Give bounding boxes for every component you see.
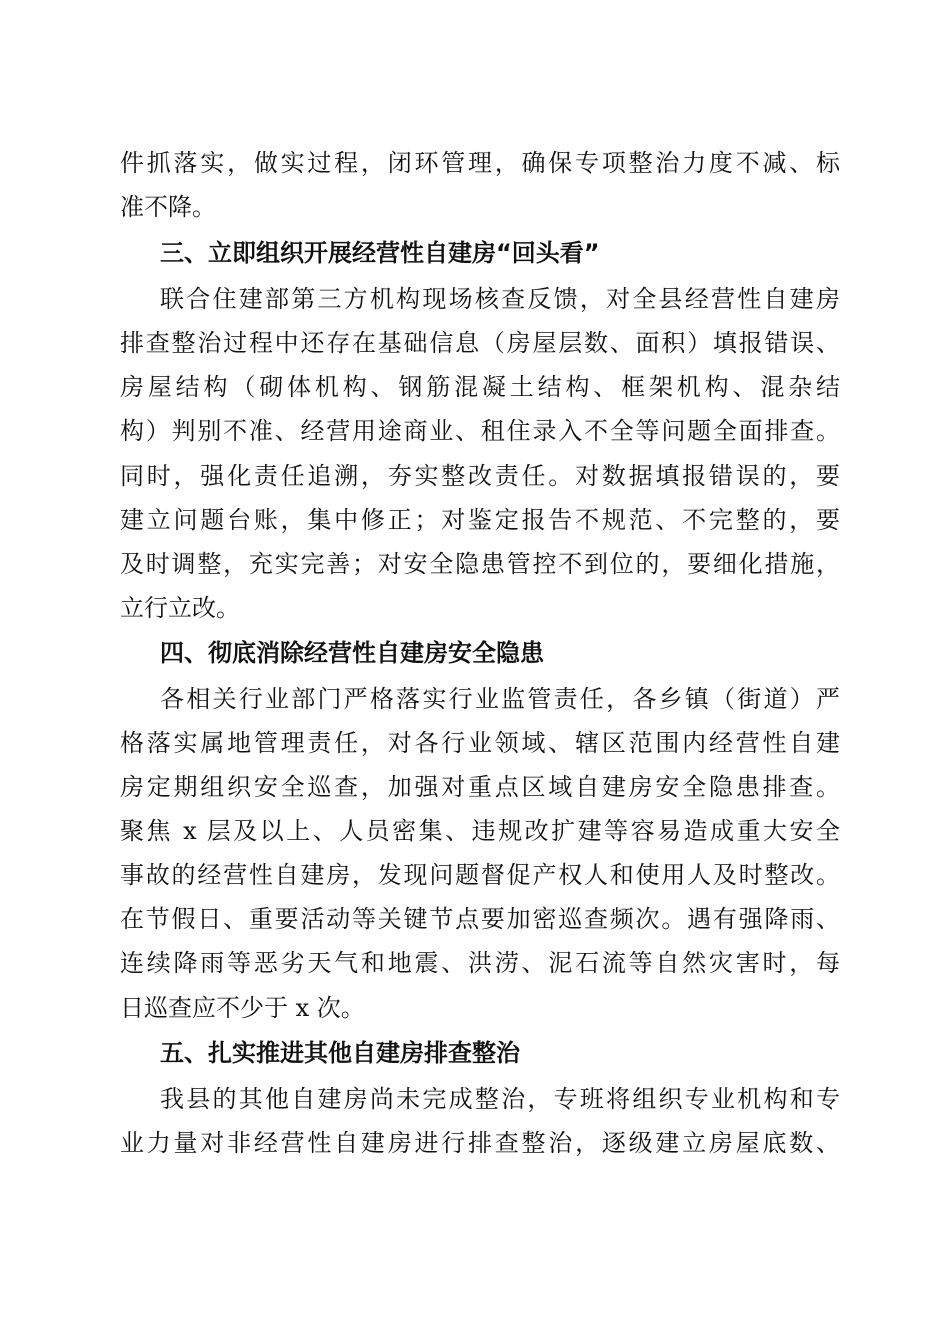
- paragraph-line: 建立问题台账，集中修正；对鉴定报告不规范、不完整的，要: [120, 506, 840, 534]
- paragraph-line: 同时，强化责任追溯，夯实整改责任。对数据填报错误的，要: [120, 462, 840, 490]
- paragraph-line: 日巡查应不少于 x 次。: [120, 994, 365, 1022]
- paragraph-line: 我县的其他自建房尚未完成整治，专班将组织专业机构和专: [160, 1085, 840, 1113]
- paragraph-line: 联合住建部第三方机构现场核查反馈，对全县经营性自建房: [160, 285, 840, 313]
- section-heading-5: 五、扎实推进其他自建房排查整治: [160, 1039, 520, 1067]
- paragraph-line: 业力量对非经营性自建房进行排查整治，逐级建立房屋底数、: [120, 1129, 840, 1157]
- paragraph-line: 格落实属地管理责任，对各行业领域、辖区范围内经营性自建: [120, 729, 840, 757]
- paragraph-line: 件抓落实，做实过程，闭环管理，确保专项整治力度不减、标: [120, 149, 840, 177]
- section-heading-4: 四、彻底消除经营性自建房安全隐患: [160, 639, 544, 667]
- paragraph-line: 在节假日、重要活动等关键节点要加密巡查频次。遇有强降雨、: [120, 905, 840, 933]
- paragraph-line: 准不降。: [120, 193, 216, 221]
- section-heading-3: 三、立即组织开展经营性自建房“回头看”: [160, 239, 600, 267]
- paragraph-line: 房定期组织安全巡查，加强对重点区域自建房安全隐患排查。: [120, 773, 840, 801]
- paragraph-line: 及时调整，充实完善；对安全隐患管控不到位的，要细化措施，: [120, 550, 840, 578]
- paragraph-line: 连续降雨等恶劣天气和地震、洪涝、泥石流等自然灾害时，每: [120, 949, 840, 977]
- paragraph-line: 各相关行业部门严格落实行业监管责任，各乡镇（街道）严: [160, 685, 840, 713]
- paragraph-line: 构）判别不准、经营用途商业、租住录入不全等问题全面排查。: [120, 417, 840, 445]
- paragraph-line: 聚焦 x 层及以上、人员密集、违规改扩建等容易造成重大安全: [120, 817, 840, 845]
- paragraph-line: 排查整治过程中还存在基础信息（房屋层数、面积）填报错误、: [120, 329, 840, 357]
- paragraph-line: 房屋结构（砌体机构、钢筋混凝土结构、框架机构、混杂结: [120, 373, 840, 401]
- paragraph-line: 事故的经营性自建房，发现问题督促产权人和使用人及时整改。: [120, 861, 840, 889]
- paragraph-line: 立行立改。: [120, 594, 240, 622]
